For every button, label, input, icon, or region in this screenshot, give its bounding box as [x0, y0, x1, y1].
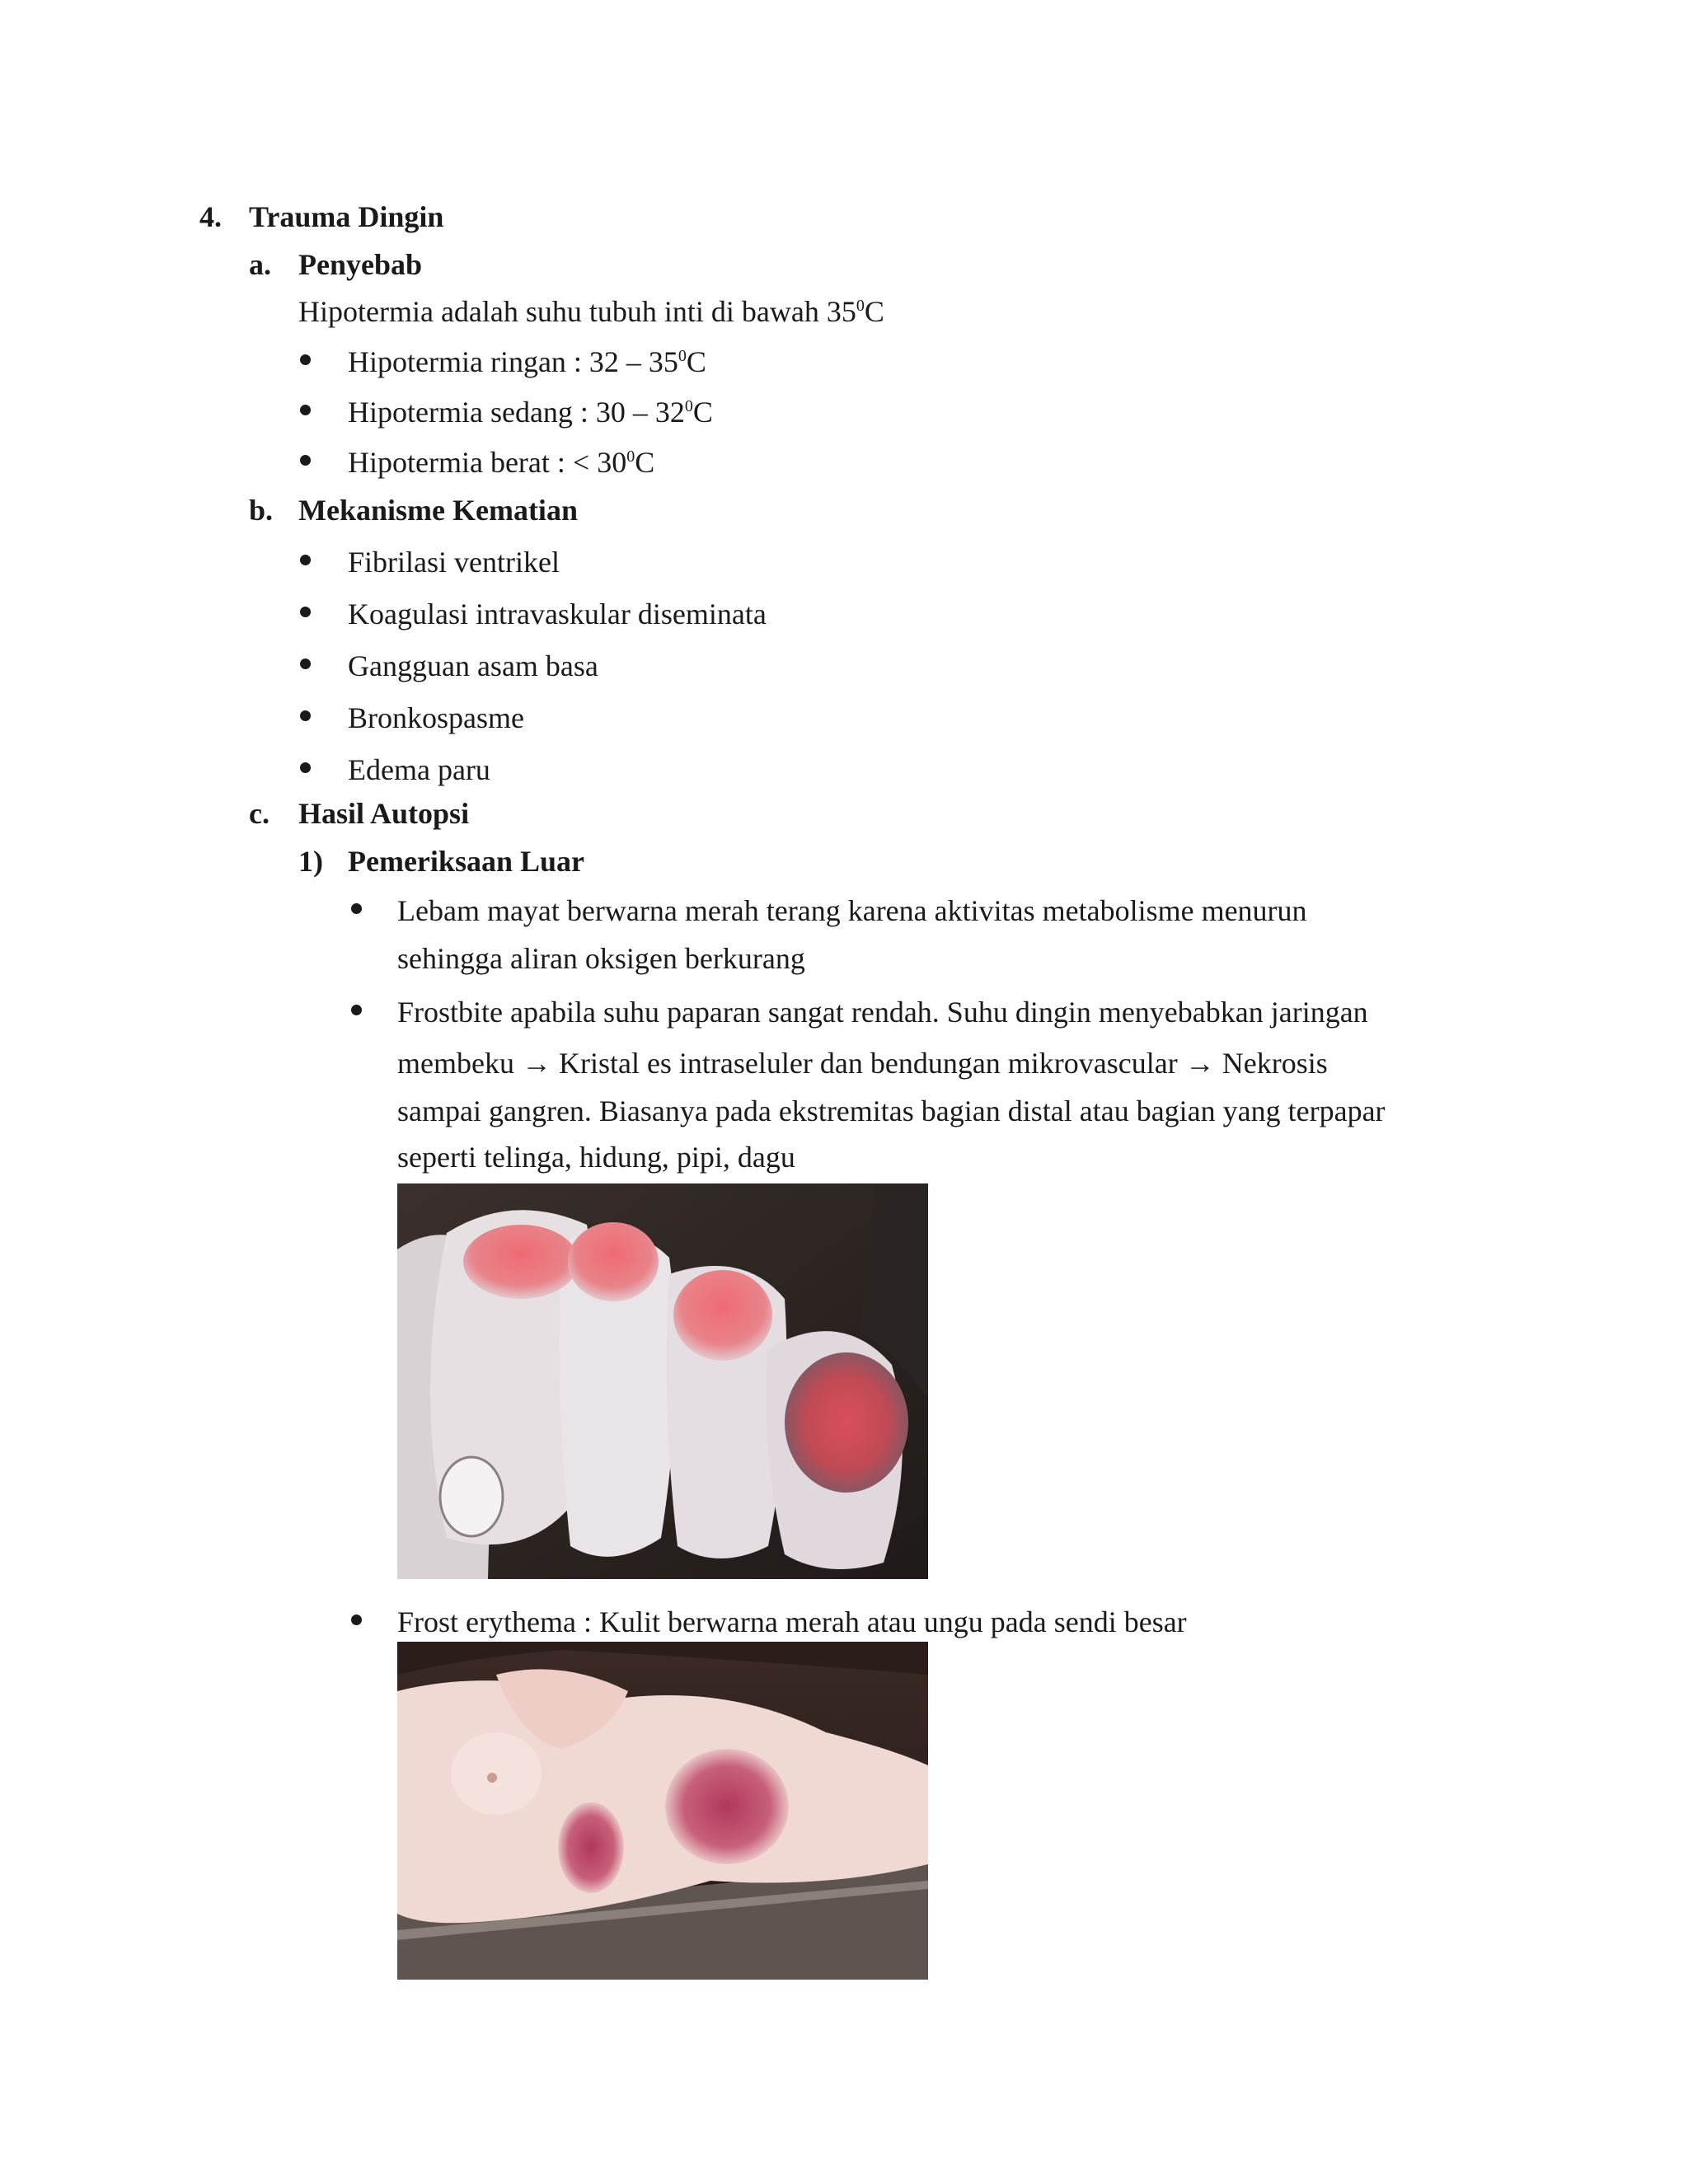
- subsection-c-marker: c.: [249, 797, 270, 830]
- subsection-a-title: Penyebab: [298, 248, 423, 281]
- list-item-line: sampai gangren. Biasanya pada ekstremitas bagian distal atau bagian yang terpapar: [397, 1094, 1386, 1127]
- bullet-dot: [300, 710, 311, 721]
- list-item: Bronkospasme: [348, 701, 524, 734]
- frost-erythema-illustration: [397, 1642, 928, 1980]
- list-item: Gangguan asam basa: [348, 649, 598, 682]
- list-item-line: seperti telinga, hidung, pipi, dagu: [397, 1141, 795, 1174]
- list-item-line: Frostbite apabila suhu paparan sangat rendah. Suhu dingin menyebabkan jaringan: [397, 996, 1368, 1029]
- list-item-line: Lebam mayat berwarna merah terang karena aktivitas metabolisme menurun: [397, 894, 1307, 927]
- bullet-dot: [300, 455, 311, 466]
- list-item-hypothermia-severe: Hipotermia berat : < $30^0C$: [348, 446, 655, 479]
- list-item-line: sehingga aliran oksigen berkurang: [397, 942, 805, 975]
- bullet-dot: [300, 762, 311, 773]
- bullet-dot: [300, 405, 311, 415]
- list-item-line: membeku → Kristal es intraseluler dan bendungan mikrovascular → Nekrosis: [397, 1047, 1328, 1080]
- list-item-hypothermia-moderate: Hipotermia sedang : $30 - 32^0C$: [348, 396, 713, 429]
- subsubsection-title: Pemeriksaan Luar: [348, 845, 584, 878]
- section-title: Trauma Dingin: [249, 200, 444, 233]
- section-number: 4.: [199, 200, 222, 233]
- bullet-dot: [351, 1005, 362, 1015]
- list-item: Fibrilasi ventrikel: [348, 546, 560, 579]
- subsection-b-marker: b.: [249, 494, 274, 527]
- bullet-dot: [351, 1615, 362, 1625]
- hypothermia-definition: Hipotermia adalah suhu tubuh inti di bawah $35^0C$: [298, 295, 884, 328]
- subsection-a-marker: a.: [249, 248, 271, 281]
- bullet-dot: [300, 555, 311, 565]
- subsection-b-title: Mekanisme Kematian: [298, 494, 578, 527]
- bullet-dot: [351, 903, 362, 914]
- bullet-dot: [300, 354, 311, 365]
- frostbite-illustration: [397, 1183, 928, 1579]
- frostbite-photo: [397, 1183, 928, 1579]
- list-item: Edema paru: [348, 753, 490, 786]
- subsection-c-title: Hasil Autopsi: [298, 797, 470, 830]
- subsubsection-marker: 1): [298, 845, 323, 878]
- list-item: Koagulasi intravaskular diseminata: [348, 598, 767, 630]
- list-item-line: Frost erythema : Kulit berwarna merah atau ungu pada sendi besar: [397, 1605, 1187, 1638]
- list-item-hypothermia-mild: Hipotermia ringan : $32 - 35^0C$: [348, 345, 706, 378]
- frost-erythema-photo: [397, 1642, 928, 1980]
- bullet-dot: [300, 607, 311, 617]
- bullet-dot: [300, 658, 311, 669]
